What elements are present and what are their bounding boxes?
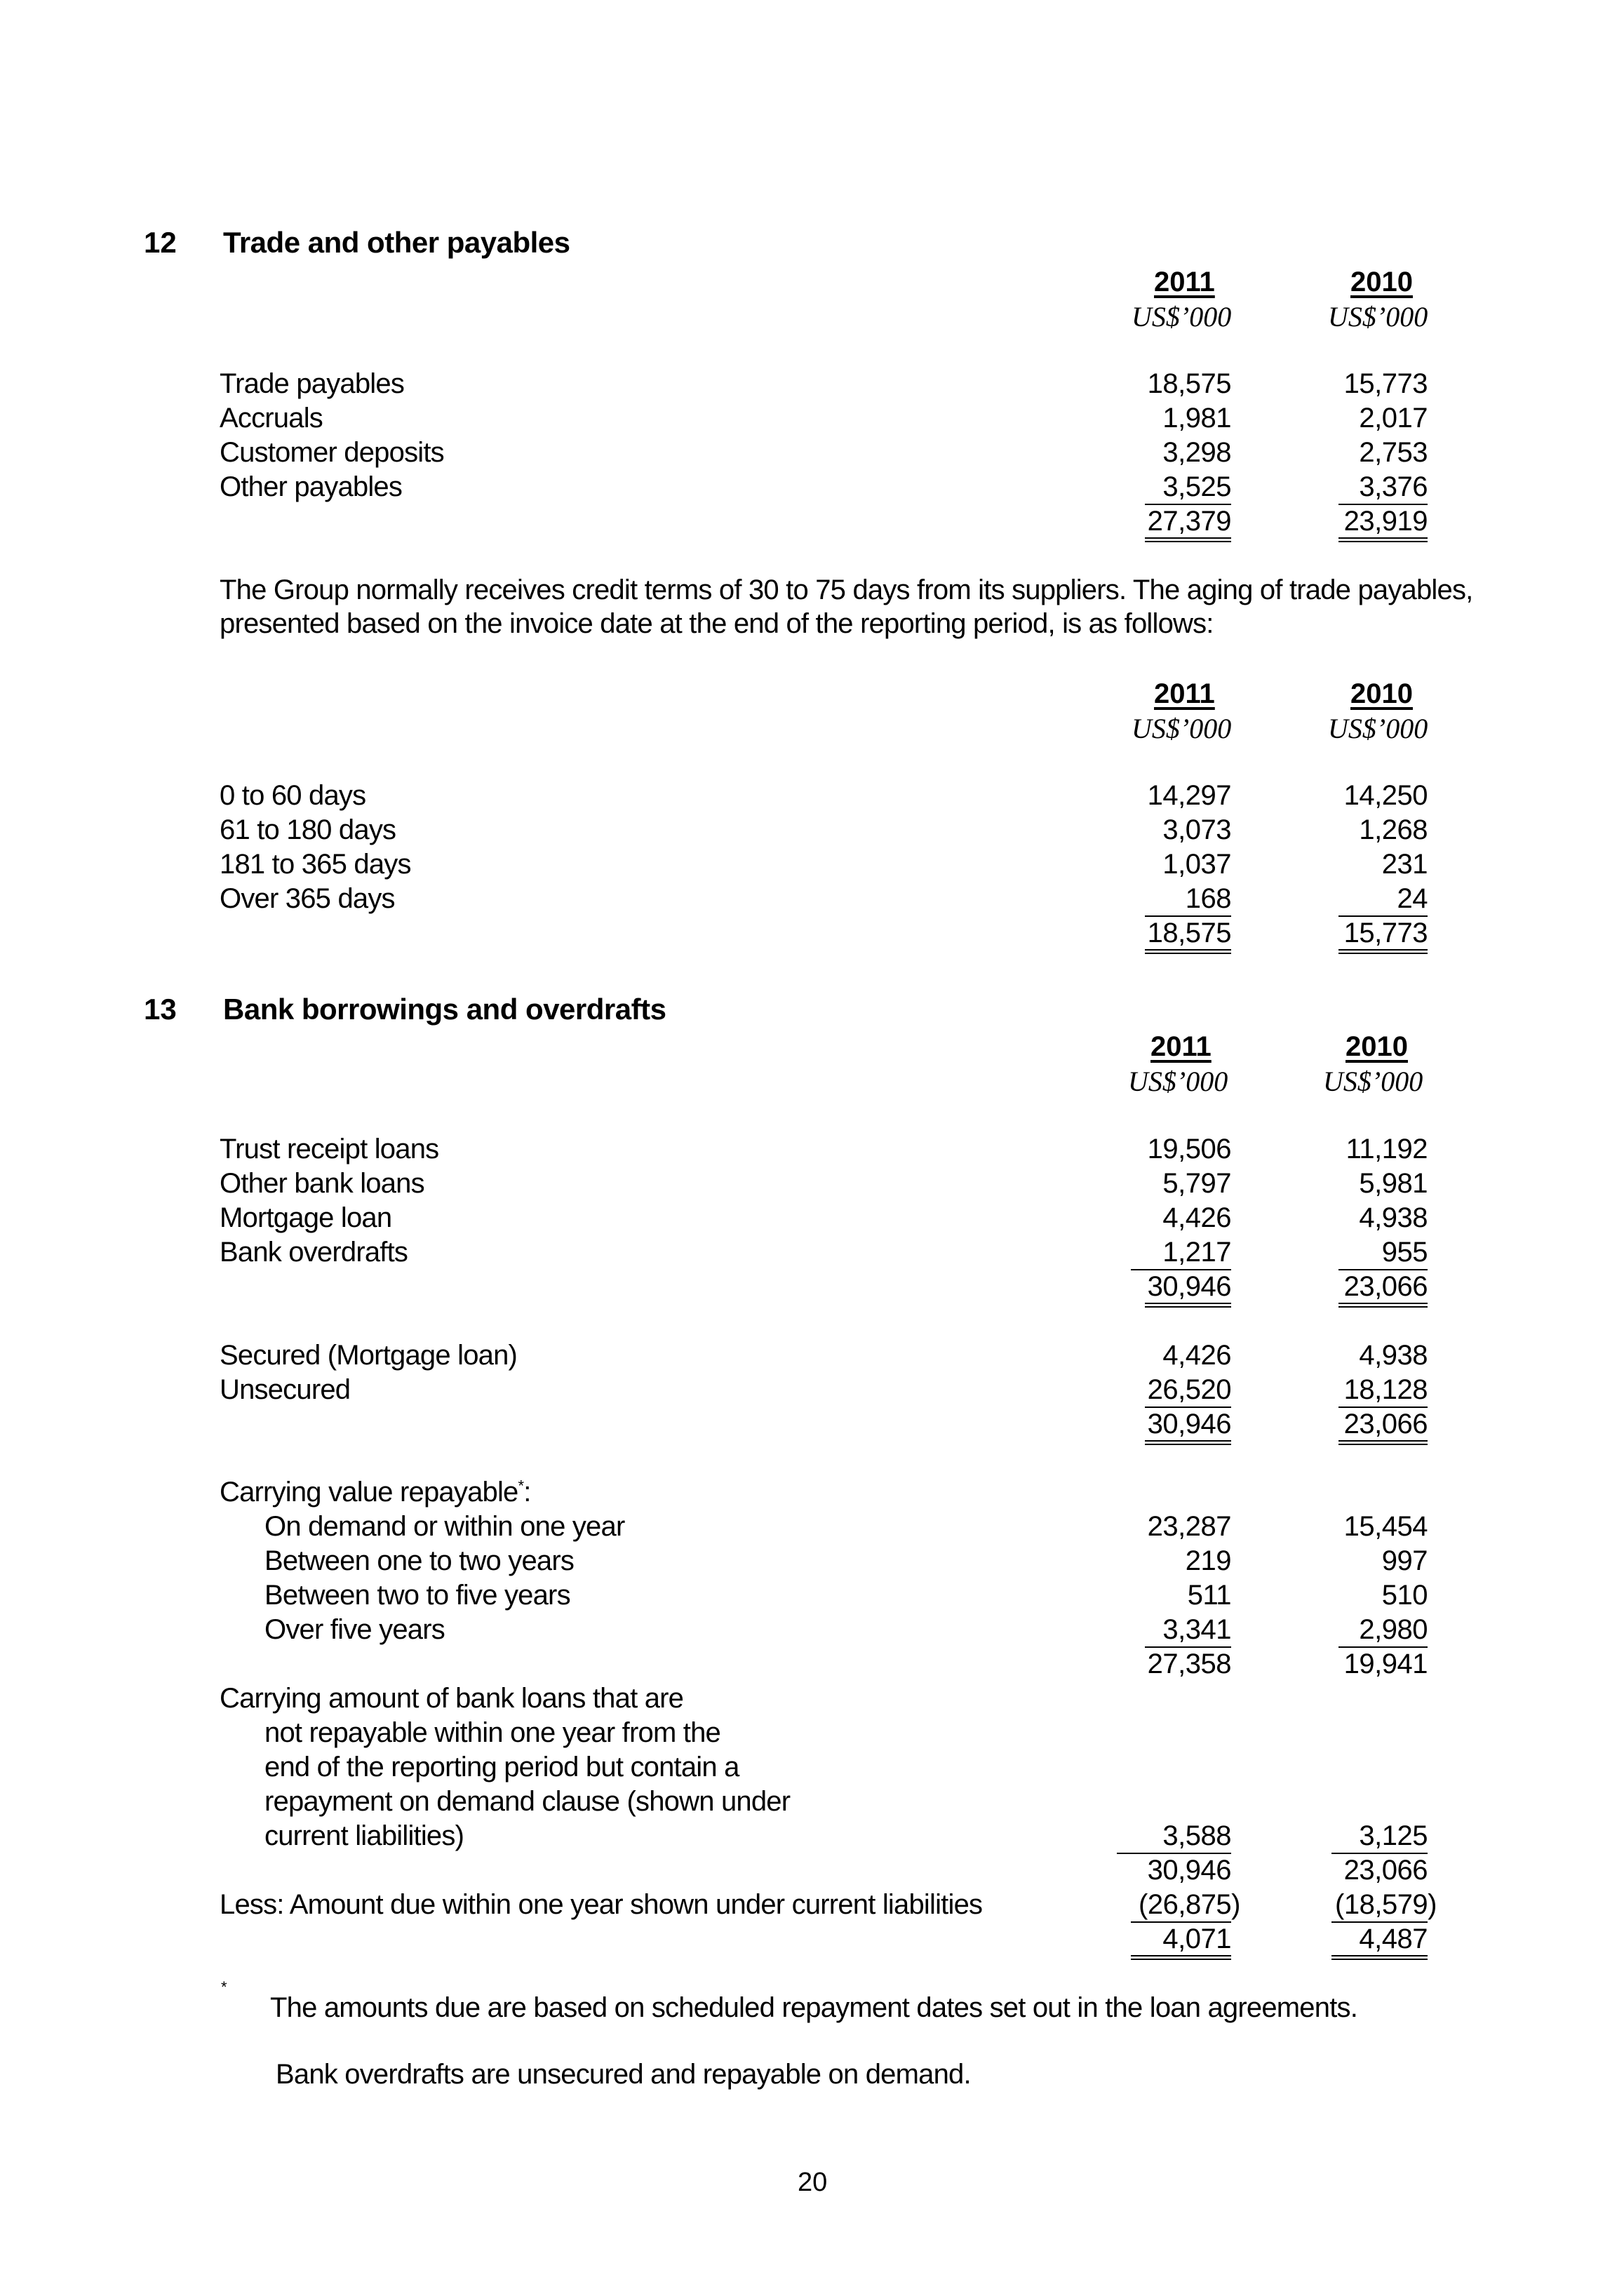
total-2010: 23,919 xyxy=(1343,506,1428,537)
total-2010: 23,066 xyxy=(1343,1409,1428,1439)
year-header-2011: 2011 xyxy=(1150,1031,1212,1062)
unit-header-2010: US$’000 xyxy=(1328,301,1428,333)
aging-label-over-365: Over 365 days xyxy=(220,883,395,914)
unit-header-2011: US$’000 xyxy=(1132,713,1232,744)
subtotal-rule xyxy=(1331,1921,1428,1923)
value-2010: 2,017 xyxy=(1359,403,1428,434)
footnote-marker: * xyxy=(221,1978,227,1996)
total-double-rule xyxy=(1338,537,1428,542)
total-double-rule xyxy=(1145,1440,1231,1445)
row-label-secured: Secured (Mortgage loan) xyxy=(220,1340,518,1371)
value-2011: 3,341 xyxy=(1162,1614,1231,1645)
value-2010: (18,579) xyxy=(1335,1889,1437,1920)
value-2010: 4,938 xyxy=(1359,1202,1428,1233)
value-2011: 4,426 xyxy=(1162,1202,1231,1233)
value-2010: 15,773 xyxy=(1343,368,1428,399)
value-2011: 19,506 xyxy=(1147,1134,1231,1164)
value-2010: 231 xyxy=(1381,849,1428,880)
section-number-12: 12 xyxy=(144,226,177,259)
subtotal-2010: 19,941 xyxy=(1343,1649,1428,1679)
carrying-amount-line: repayment on demand clause (shown under xyxy=(264,1786,791,1817)
year-header-2010: 2010 xyxy=(1345,1031,1408,1062)
value-2010: 3,376 xyxy=(1359,471,1428,502)
final-total-2011: 4,071 xyxy=(1162,1924,1231,1954)
subtotal-rule xyxy=(1338,1646,1428,1648)
repayable-heading: Carrying value repayable*: xyxy=(220,1477,531,1508)
year-header-2011: 2011 xyxy=(1154,678,1215,709)
subtotal-rule xyxy=(1145,504,1231,505)
row-label-other-bank-loans: Other bank loans xyxy=(220,1168,424,1199)
subtotal-rule xyxy=(1331,1853,1428,1854)
unit-header-2011: US$’000 xyxy=(1128,1066,1228,1097)
repayable-label-two-to-five-years: Between two to five years xyxy=(264,1580,570,1611)
value-2010: 18,128 xyxy=(1343,1374,1428,1405)
carrying-amount-line: current liabilities) xyxy=(264,1820,464,1851)
total-2010: 23,066 xyxy=(1343,1855,1428,1886)
value-2011: 3,298 xyxy=(1162,437,1231,468)
value-2010: 5,981 xyxy=(1359,1168,1428,1199)
asterisk-marker: * xyxy=(518,1477,524,1495)
value-2010: 510 xyxy=(1381,1580,1428,1611)
total-double-rule xyxy=(1338,1303,1428,1308)
value-2011: 1,981 xyxy=(1162,403,1231,434)
value-2010: 955 xyxy=(1381,1237,1428,1268)
subtotal-2011: 27,358 xyxy=(1147,1649,1231,1679)
credit-terms-paragraph: The Group normally receives credit terms of 30 to 75 days from its suppliers. The aging of trade payables, presented based on the invoice date at the end of the reporting period, is as follows: xyxy=(220,575,1473,639)
subtotal-rule xyxy=(1117,1853,1231,1854)
year-header-2010: 2010 xyxy=(1350,678,1413,709)
value-2010: 11,192 xyxy=(1345,1134,1428,1164)
value-2010: 2,753 xyxy=(1359,437,1428,468)
total-2011: 27,379 xyxy=(1147,506,1231,537)
page-number: 20 xyxy=(798,2168,828,2197)
row-label-unsecured: Unsecured xyxy=(220,1374,351,1405)
total-2010: 23,066 xyxy=(1343,1271,1428,1302)
value-2011: 23,287 xyxy=(1147,1511,1231,1542)
total-double-rule xyxy=(1145,537,1231,542)
unit-header-2010: US$’000 xyxy=(1323,1066,1423,1097)
value-2010: 4,938 xyxy=(1359,1340,1428,1371)
section-number-13: 13 xyxy=(144,993,177,1026)
aging-label-61-180: 61 to 180 days xyxy=(220,814,396,845)
total-double-rule xyxy=(1331,1955,1428,1960)
footnote-text: The amounts due are based on scheduled repayment dates set out in the loan agreements. xyxy=(270,1992,1358,2023)
total-double-rule xyxy=(1145,949,1231,954)
subtotal-rule xyxy=(1131,1921,1231,1923)
row-label-customer-deposits: Customer deposits xyxy=(220,437,444,468)
value-2011: 511 xyxy=(1187,1580,1231,1611)
total-double-rule xyxy=(1131,1955,1231,1960)
value-2011: 219 xyxy=(1185,1545,1231,1576)
carrying-amount-line: not repayable within one year from the xyxy=(264,1717,720,1748)
subtotal-rule xyxy=(1145,1646,1231,1648)
subtotal-rule xyxy=(1145,915,1231,917)
value-2011: 1,217 xyxy=(1162,1237,1231,1268)
value-2011: 168 xyxy=(1185,883,1231,914)
value-2011: (26,875) xyxy=(1139,1889,1240,1920)
aging-label-0-60: 0 to 60 days xyxy=(220,780,366,811)
total-2011: 30,946 xyxy=(1147,1409,1231,1439)
total-2011: 30,946 xyxy=(1147,1271,1231,1302)
value-2010: 997 xyxy=(1381,1545,1428,1576)
row-label-bank-overdrafts: Bank overdrafts xyxy=(220,1237,408,1268)
section-title-bank-borrowings: Bank borrowings and overdrafts xyxy=(223,993,666,1026)
aging-label-181-365: 181 to 365 days xyxy=(220,849,411,880)
value-2010: 14,250 xyxy=(1343,780,1428,811)
total-2011: 18,575 xyxy=(1147,918,1231,948)
subtotal-rule xyxy=(1338,915,1428,917)
total-double-rule xyxy=(1338,949,1428,954)
value-2011: 3,588 xyxy=(1162,1820,1231,1851)
value-2010: 1,268 xyxy=(1359,814,1428,845)
total-2010: 15,773 xyxy=(1343,918,1428,948)
final-total-2010: 4,487 xyxy=(1359,1924,1428,1954)
subtotal-rule xyxy=(1145,1407,1231,1408)
total-double-rule xyxy=(1145,1303,1231,1308)
row-label-trust-receipt-loans: Trust receipt loans xyxy=(220,1134,439,1164)
repayable-label-within-one-year: On demand or within one year xyxy=(264,1511,625,1542)
value-2011: 1,037 xyxy=(1162,849,1231,880)
value-2011: 4,426 xyxy=(1162,1340,1231,1371)
carrying-amount-line: Carrying amount of bank loans that are xyxy=(220,1683,684,1714)
value-2011: 18,575 xyxy=(1147,368,1231,399)
year-header-2010: 2010 xyxy=(1350,267,1413,297)
value-2011: 5,797 xyxy=(1162,1168,1231,1199)
year-header-2011: 2011 xyxy=(1154,267,1215,297)
row-label-other-payables: Other payables xyxy=(220,471,403,502)
value-2010: 15,454 xyxy=(1343,1511,1428,1542)
value-2010: 24 xyxy=(1397,883,1428,914)
overdraft-note: Bank overdrafts are unsecured and repayable on demand. xyxy=(276,2059,971,2090)
section-title-trade-payables: Trade and other payables xyxy=(223,226,570,259)
total-double-rule xyxy=(1338,1440,1428,1445)
value-2011: 14,297 xyxy=(1147,780,1231,811)
subtotal-rule xyxy=(1338,504,1428,505)
value-2010: 3,125 xyxy=(1359,1820,1428,1851)
subtotal-rule xyxy=(1338,1407,1428,1408)
row-label-trade-payables: Trade payables xyxy=(220,368,405,399)
repayable-label-over-five-years: Over five years xyxy=(264,1614,445,1645)
row-label-accruals: Accruals xyxy=(220,403,323,434)
subtotal-rule xyxy=(1131,1269,1231,1270)
carrying-amount-line: end of the reporting period but contain a xyxy=(264,1752,739,1783)
less-current-label: Less: Amount due within one year shown under current liabilities xyxy=(220,1889,983,1920)
unit-header-2010: US$’000 xyxy=(1328,713,1428,744)
total-2011: 30,946 xyxy=(1147,1855,1231,1886)
value-2011: 26,520 xyxy=(1147,1374,1231,1405)
unit-header-2011: US$’000 xyxy=(1132,301,1232,333)
row-label-mortgage-loan: Mortgage loan xyxy=(220,1202,392,1233)
repayable-label-one-to-two-years: Between one to two years xyxy=(264,1545,575,1576)
value-2010: 2,980 xyxy=(1359,1614,1428,1645)
value-2011: 3,073 xyxy=(1162,814,1231,845)
subtotal-rule xyxy=(1338,1269,1428,1270)
value-2011: 3,525 xyxy=(1162,471,1231,502)
